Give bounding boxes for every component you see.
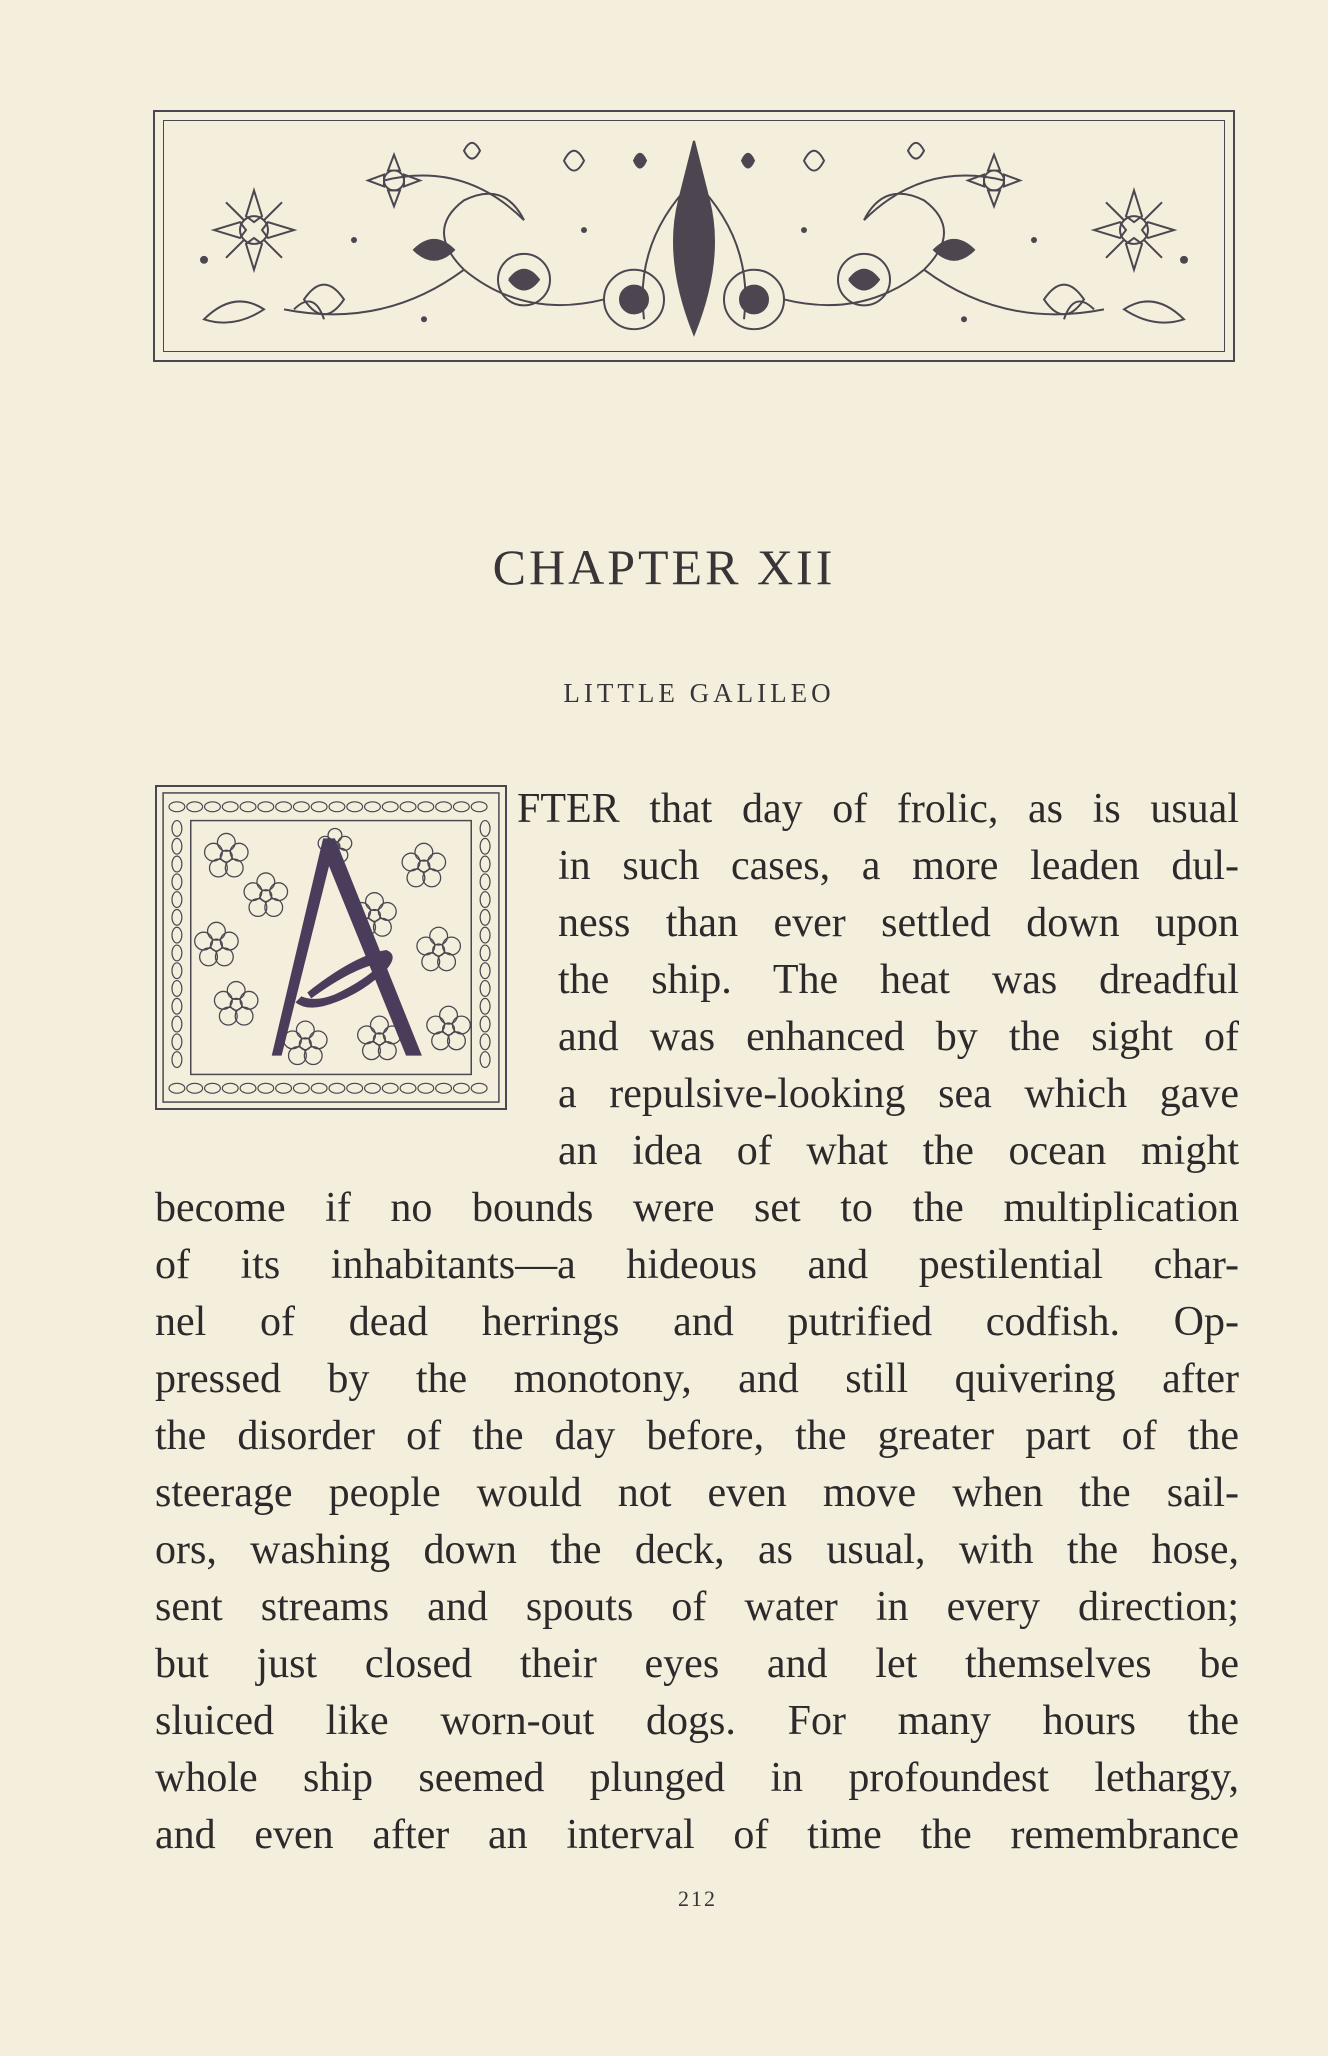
body-line: a repulsive-looking sea which gave xyxy=(558,1071,1239,1117)
body-line: and was enhanced by the sight of xyxy=(558,1014,1239,1060)
chapter-title: CHAPTER XII xyxy=(492,539,836,595)
floral-ornament-icon xyxy=(164,121,1224,351)
body-line: and even after an interval of time the remembrance xyxy=(155,1812,1239,1858)
body-line: sent streams and spouts of water in every direction; xyxy=(155,1584,1239,1630)
body-line: steerage people would not even move when the sail- xyxy=(155,1470,1239,1516)
headpiece-inner-frame xyxy=(163,120,1225,352)
body-line: whole ship seemed plunged in profoundest lethargy, xyxy=(155,1755,1239,1801)
chapter-subtitle: LITTLE GALILEO xyxy=(563,678,835,708)
body-line: become if no bounds were set to the multiplication xyxy=(155,1185,1239,1231)
body-line: the ship. The heat was dreadful xyxy=(558,957,1239,1003)
body-line: FTER that day of frolic, as is usual xyxy=(517,786,1239,832)
ornamental-headpiece xyxy=(153,110,1235,362)
page-number: 212 xyxy=(678,1886,717,1911)
body-line: pressed by the monotony, and still quivering after xyxy=(155,1356,1239,1402)
body-line: in such cases, a more leaden dul- xyxy=(558,843,1239,889)
body-line: the disorder of the day before, the greater part of the xyxy=(155,1413,1239,1459)
body-line: ness than ever settled down upon xyxy=(558,900,1239,946)
body-line: but just closed their eyes and let themselves be xyxy=(155,1641,1239,1687)
floral-letter-a-icon xyxy=(157,787,505,1108)
body-line: of its inhabitants—a hideous and pestilential char- xyxy=(155,1242,1239,1288)
body-line: nel of dead herrings and putrified codfish. Op- xyxy=(155,1299,1239,1345)
body-line: ors, washing down the deck, as usual, with the hose, xyxy=(155,1527,1239,1573)
body-line: sluiced like worn-out dogs. For many hours the xyxy=(155,1698,1239,1744)
body-line: an idea of what the ocean might xyxy=(558,1128,1239,1174)
decorated-drop-cap xyxy=(155,785,507,1110)
